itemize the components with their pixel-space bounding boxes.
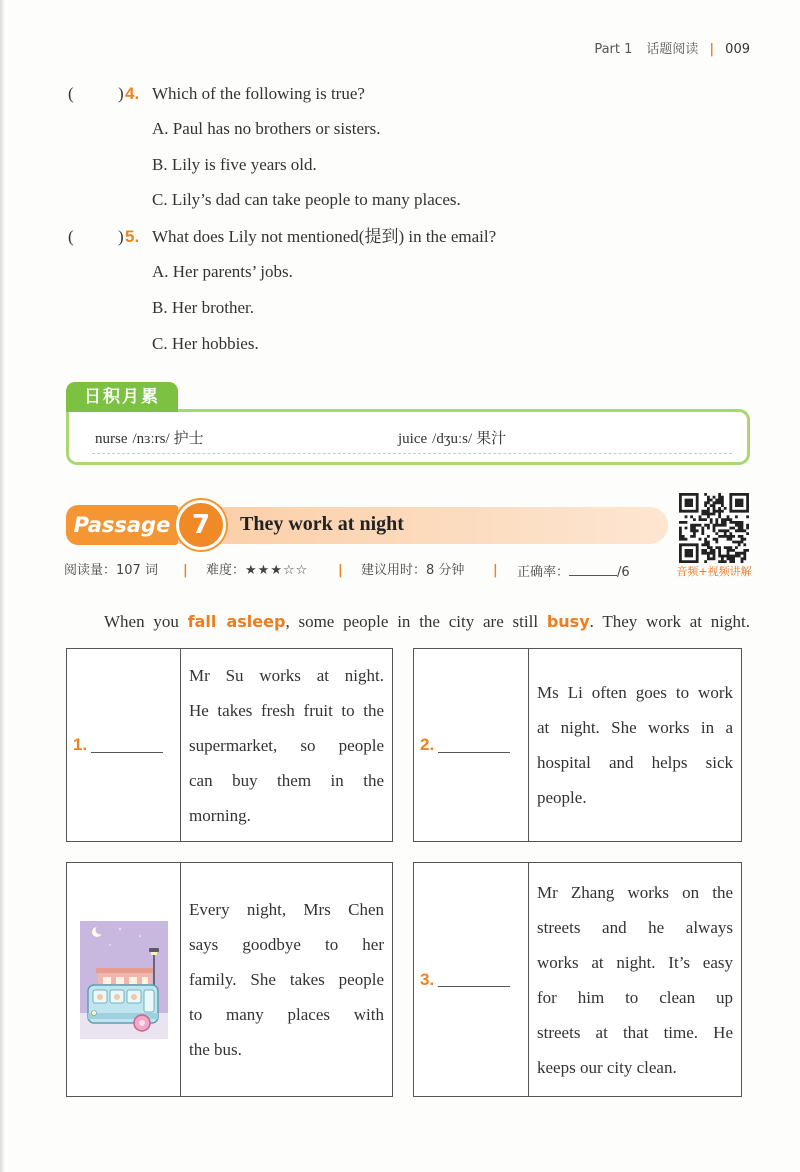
text-line: can buy them in the (189, 770, 384, 790)
text-line: people. (537, 788, 587, 807)
option-b: B. Lily is five years old. (152, 155, 317, 174)
vocab-word: nurse (95, 431, 128, 447)
question-number: 4. (125, 84, 140, 103)
info-separator: | (493, 563, 498, 578)
passage-number: 7 (176, 500, 226, 550)
intro-text: , some people in the city are still (285, 612, 547, 631)
illustration-cell (67, 863, 181, 1096)
answer-number: 3. (420, 969, 435, 989)
vocab-phonetic: /nɜːrs/ (132, 431, 170, 447)
text-line: Ms Li often goes to work (537, 683, 733, 702)
intro-sentence (104, 611, 750, 633)
answer-blank (438, 972, 510, 987)
description-cell (181, 863, 392, 1096)
word-count-label: 阅读量： (64, 563, 117, 578)
text-line: keeps our city clean. (537, 1057, 677, 1077)
passage-label: Passage (66, 505, 178, 545)
info-separator: | (338, 563, 343, 578)
option-a: A. Her parents’ jobs. (152, 262, 293, 281)
vocab-meaning: 护士 (173, 429, 204, 447)
text-line: for him to clean up (537, 987, 733, 1007)
passage-banner (160, 507, 668, 544)
answer-cell (67, 649, 181, 841)
vocab-phonetic: /dʒuːs/ (432, 431, 473, 447)
accuracy-total: /6 (617, 565, 630, 580)
text-line: to many places with (189, 1005, 384, 1024)
intro-text: When you (104, 612, 188, 631)
intro-highlight: busy (546, 612, 590, 631)
passage-title: They work at night (240, 513, 404, 535)
time-label: 建议用时： (361, 563, 427, 578)
text-line: morning. (189, 805, 251, 825)
matching-box (66, 648, 393, 842)
page-edge-shadow (0, 0, 5, 1172)
difficulty-label: 难度： (206, 563, 246, 578)
description-cell (181, 649, 392, 841)
answer-paren-open: ( (68, 227, 74, 246)
vocab-word: juice (398, 431, 428, 447)
description-cell (529, 863, 741, 1096)
accuracy-blank (569, 563, 617, 576)
accuracy-label: 正确率： (517, 565, 570, 580)
suggested-time (361, 563, 464, 579)
info-separator: | (183, 563, 188, 578)
description-cell (529, 649, 741, 841)
text-line: streets at that time. He (537, 1022, 733, 1042)
answer-paren-close: ) (118, 227, 124, 246)
time-value: 8 分钟 (426, 563, 465, 578)
option-c: C. Lily’s dad can take people to many places. (152, 190, 461, 209)
text-line: at night. She works in a (537, 718, 733, 737)
page-header (594, 42, 750, 58)
answer-number: 1. (73, 735, 88, 754)
question-text: What does Lily not mentioned(提到) in the email? (152, 227, 497, 246)
qr-code-icon (679, 493, 749, 563)
difficulty-star-filled: ★ (245, 563, 257, 578)
matching-box (413, 648, 742, 842)
text-line: the bus. (189, 1040, 242, 1059)
answer-blank (438, 738, 510, 753)
vocab-meaning: 果汁 (476, 429, 507, 447)
word-count (64, 563, 158, 579)
answer-paren-open: ( (68, 84, 74, 103)
text-line: hospital and helps sick (537, 753, 733, 772)
matching-box (413, 862, 742, 1097)
difficulty (206, 563, 308, 579)
vocab-item (398, 429, 506, 448)
vocab-title: 日积月累 (66, 382, 178, 412)
question-text: Which of the following is true? (152, 84, 365, 103)
text-line: says goodbye to her (189, 935, 384, 954)
difficulty-star-empty: ☆ (282, 563, 295, 578)
vocab-item (95, 429, 204, 448)
matching-box (66, 862, 393, 1097)
answer-cell (414, 863, 529, 1096)
answer-paren-close: ) (118, 84, 124, 103)
page-number: 009 (725, 42, 750, 57)
difficulty-star-empty: ☆ (295, 563, 308, 578)
text-line: Every night, Mrs Chen (189, 900, 384, 919)
text-line: supermarket, so people (189, 735, 384, 755)
text-line: Mr Su works at night. (189, 665, 384, 685)
accuracy (517, 563, 630, 581)
difficulty-stars (245, 563, 308, 578)
option-b: B. Her brother. (152, 298, 254, 317)
text-line: family. She takes people (189, 970, 384, 989)
answer-cell (414, 649, 529, 841)
dotted-divider (92, 453, 732, 454)
night-bus-illustration (80, 921, 168, 1039)
section-label: 话题阅读 (646, 42, 699, 57)
answer-blank (91, 738, 163, 753)
intro-text: . They work at night. (589, 612, 750, 631)
part-label: Part 1 (594, 42, 633, 57)
text-line: works at night. It’s easy (537, 952, 733, 972)
text-line: streets and he always (537, 917, 733, 937)
text-line: He takes fresh fruit to the (189, 700, 384, 720)
difficulty-star-filled: ★ (270, 563, 282, 578)
option-a: A. Paul has no brothers or sisters. (152, 119, 381, 138)
header-divider: | (709, 42, 715, 57)
text-line: Mr Zhang works on the (537, 882, 733, 902)
word-count-value: 107 词 (116, 563, 158, 578)
qr-modules (679, 493, 749, 563)
intro-highlight: fall asleep (187, 612, 286, 631)
option-c: C. Her hobbies. (152, 334, 259, 353)
difficulty-star-filled: ★ (257, 563, 270, 578)
question-number: 5. (125, 227, 140, 246)
qr-caption: 音频+视频讲解 (676, 565, 752, 578)
answer-number: 2. (420, 735, 435, 754)
